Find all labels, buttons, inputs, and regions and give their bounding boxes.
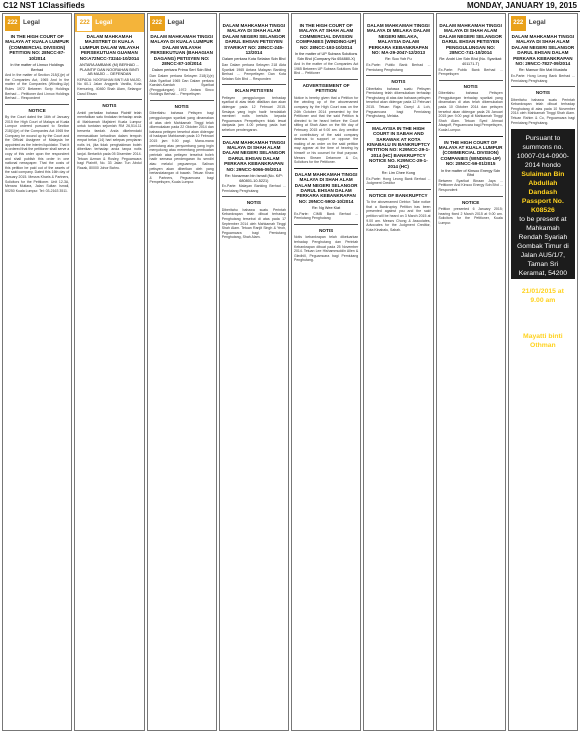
notice-subtitle: Dalam perkara Kota Selatan Sdn Bhd — [222, 57, 286, 62]
rule — [439, 80, 503, 81]
section-band — [148, 14, 216, 32]
notice-heading: IKLAN PETISYEN — [234, 88, 273, 94]
column-2 — [74, 13, 144, 731]
column-8 — [508, 13, 578, 731]
notice-parties: Ex-Parte: Hong Leong Bank Berhad ... Pemiutang Penghutang — [510, 74, 575, 83]
notice-subtitle: Re: Lim Chee Kong — [381, 171, 415, 176]
notice-title: DALAM MAHKAMAH MAJISTRET DI KUALA LUMPUR DALAM WILAYAH PERSEKUTUAN GUAMAN NO:A72NCC-73244-10/2014 — [79, 34, 140, 61]
notice-title: DALAM MAHKAMAH TINGGI MALAYA DI SHAH ALAM DALAM NEGERI SELANGOR DARUL EHSAN DALAM PERKARA KEBANKRAPAN NO: 29NCC-5066-09/2014 — [222, 139, 286, 172]
notice-parties: KEPADA: NOORAHAN BINTI AB MAJID, No 60-1 Jalan Anggerik Vanilla, Kota Kemuning, 40460 Shah Alam, Selangor Darul Ehsan — [77, 77, 142, 96]
summons-notice-box — [511, 129, 575, 404]
notice-body: Diberitahu bahawa Petisyen Penggulungan terhadap syarikat yang dinamakan di atas telah dikemukakan pada 10 Oktober 2014 dan petisyen tersebut akan didengar pada 26 Januari 2015 jam 9.00 pagi di Mahkamah Tinggi Shah Alam. Tetuan Syed Ahmad Alsagoff, Peguamcara bagi Pempetisyen, Kuala Lumpur. — [438, 91, 503, 132]
notice-subtitle: Re: Andri Lim Sdn Bhd (No. Syarikat: 401171-T) — [439, 57, 502, 67]
notice-parties: Ex-Parte: Public Bank Berhad ... Pemiutang Penghutang — [366, 63, 431, 72]
summons-highlight1: Sulaiman Bin Abdullah Dandash Passport No. K08526 — [521, 171, 565, 215]
section-band — [3, 14, 71, 32]
summons-line4: for divorce proceedings filed by your spouse — [517, 306, 569, 332]
notice-heading: NOTICE — [28, 107, 46, 113]
section-label: Legal — [167, 18, 185, 26]
rule — [5, 104, 69, 105]
notice-parties: And In the matter of Section 218(1)(e) of the Companies Act, 1965 And In the matter of the Companies (Winding-Up) Rules 1972 Between Scrip Holdings Berhad ... Petitioner And Linnux Holdings Berhad ... Respondent — [5, 73, 70, 101]
notice-divider — [222, 136, 286, 137]
column-top-spacer — [294, 15, 358, 21]
section-number: 222 — [150, 16, 165, 31]
summons-line3: to be present at Mahkamah Rendah Syariah Gombak Timur di Jalan AU5/1/7, Taman Sri Keramat, 54200 Kuala Lumpur on — [516, 216, 569, 287]
notice-body: Diberitahu bahawa Petisyen bagi penggulungan syarikat yang dinamakan di atas oleh Mahkamah Tinggi telah dikemukakan pada 22 Oktober 2014 dan bahawa petisyen tersebut akan didengar di hadapan Mahkamah pada 10 Februari 2015 jam 9.00 pagi. Mana-mana pemiutang atau penyumbang yang ingin menyokong atau menentang pembuatan perintah atas petisyen tersebut boleh hadir semasa pendengaran itu sendiri atau melalui peguamnya. Salinan petisyen akan diberikan oleh yang bertandatangan di bawah. Tetuan Khaw & Partners, Peguamcara bagi Pempetisyen, Kuala Lumpur. — [149, 111, 214, 185]
section-label: Legal — [23, 18, 40, 26]
section-label: Legal — [528, 18, 546, 26]
summons-line6: Verdict will be sentenced with or without your presence. — [516, 369, 570, 404]
classified-columns — [2, 13, 578, 731]
notice-heading: NOTIS — [102, 103, 117, 109]
notice-title: MALAYSIA IN THE HIGH COURT IN SABAH AND SARAWAK AT KOTA KINABALU IN BANKRUPTCY PETITION NO: K29NCC-29-1-2014 (HC) BANKRUPTCY NOTICE NO. K29NCC-29-1-2014 (HC) — [366, 125, 431, 169]
notice-heading: NOTIS — [391, 79, 406, 85]
rule — [294, 79, 358, 80]
notice-heading: NOTIS — [246, 200, 261, 206]
rule — [511, 86, 575, 87]
column-4 — [219, 13, 289, 731]
header-section-title: C12 NST 1Classifieds — [3, 1, 85, 10]
notice-divider — [366, 122, 430, 123]
notice-title: IN THE HIGH COURT OF MALAYA AT SHAH ALAM COMMERCIAL DIVISION COMPANIES (WINDING-UP) NO: 28NCC-193-10/2014 — [296, 23, 357, 50]
notice-heading: NOTIS — [174, 104, 189, 109]
column-1 — [2, 13, 72, 731]
notice-title: DALAM MAHKAMAH TINGGI MALAYA DI SHAH ALAM DALAM NEGERI SELANGOR DARUL EHSAN DALAM PERKARA KEBANKRAPAN NO: 29NCC-5902-10/2014 — [294, 171, 358, 204]
section-label: Legal — [95, 18, 113, 26]
notice-parties: Ex-Parte: Hong Leong Bank Berhad ... Judgment Creditor — [366, 176, 431, 186]
notice-heading: NOTICE — [461, 199, 480, 205]
summons-line2: 10007-014-0900-2014 hondo — [516, 153, 569, 170]
notice-heading: NOTIS — [463, 83, 478, 89]
section-band — [509, 14, 577, 32]
notice-parties: Ex-Parte: Malayan Banking Berhad ... Pemiutang Penghutang — [221, 184, 286, 193]
notice-parties: Ex-Parte: CIMB Bank Berhad ... Pemiutang Penghutang — [294, 211, 359, 221]
notice-body: Diberitahu bahawa suatu Perintah Kebankrapan telah dibuat terhadap Penghutang tersebut di atas pada 17 September 2014 oleh Mahkamah Tinggi Shah Alam. Tetuan Ranjit Singh & Yeoh, Peguamcara bagi Pemiutang Penghutang, Shah Alam. — [221, 207, 286, 240]
notice-divider — [294, 168, 358, 169]
notice-parties: Between Syarikat Binaan Jaya ... Petitioner And Kinsoo Energy Sdn Bhd ... Respondent — [438, 178, 503, 192]
notice-parties: Dan Dalam perkara Seksyen 218 Akta Syarikat 1965 Antara Malayan Banking Berhad ... Pempetisyen Dan Kota Selatan Sdn Bhd ... Responden — [221, 63, 286, 81]
header-date: MONDAY, JANUARY 19, 2015 — [467, 1, 577, 10]
notice-subtitle: In the matter of Linnux Holdings Berhad — [10, 63, 64, 72]
rule — [77, 99, 141, 100]
rule — [439, 196, 503, 197]
notice-parties: Dan Dalam perkara Seksyen 218(1)(e) Akta Syarikat 1965 Dan Dalam perkara Kaedah-Kaedah Syarikat (Penggulungan) 1972 Antara Sinco Holdings Berhad ... Pempetisyen — [149, 74, 214, 97]
notice-subtitle: ANTARA AMBANK (M) BERHAD ... PLAINTIF DAN NOORAHAN BINTI AB MAJID ... DEFENDAN — [79, 63, 140, 77]
page-header — [0, 0, 580, 12]
notice-body: Notice is hereby given that a Petition for the winding up of the abovenamed company by the High Court was on the 24th October 2014 presented by the Petitioner and that the said Petition is directed to be heard before the Court sitting at Shah Alam on the 9th day of February 2015 at 9.00 am. Any creditor or contributory of the said company desirous to support or oppose the making of an order on the said petition may appear at the time of hearing by himself or his counsel for that purpose. Messrs Shearn Delamore & Co, Solicitors for the Petitioner. — [294, 95, 359, 165]
notice-heading: NOTICE OF BANKRUPTCY — [369, 192, 428, 198]
notice-subtitle: Re: Ng Wee Kiat — [312, 206, 341, 211]
section-number: 222 — [511, 16, 526, 31]
notice-parties: Ex-Parte: Public Bank Berhad ... Pempetisyen — [438, 67, 503, 77]
notice-body: Notis kebankrapan telah dikeluarkan terhadap Penghutang dan Perintah Kebankrapan dibuat pada 25 November 2014. Tetuan Lee Hishammuddin Allen & Gledhill, Peguamcara bagi Pemiutang Penghutang. — [294, 235, 359, 263]
column-3 — [147, 13, 217, 731]
notice-body: Diberitahu bahawa suatu Perintah Kebankrapan telah dibuat terhadap Penghutang di atas pada 10 November 2014 oleh Mahkamah Tinggi Shah Alam. Tetuan Rahim & Co, Peguamcara bagi Pemiutang Penghutang. — [510, 97, 575, 125]
notice-heading: ADVERTISEMENT OF PETITION — [302, 83, 350, 94]
summons-line1: Pursuant to summons no. — [522, 135, 564, 152]
column-top-spacer — [439, 15, 503, 21]
rule — [222, 84, 286, 85]
notice-title: DALAM MAHKAMAH TINGGI MALAYA DI SHAH ALAM DALAM NEGERI SELANGOR DARUL EHSAN PETISYEN SYARIKAT NO: 28NCC-245-12/2014 — [222, 23, 286, 56]
summons-highlight2: 21/01/2015 at 9.00 am — [521, 288, 564, 305]
notice-title: DALAM MAHKAMAH TINGGI MALAYA DI MELAKA DALAM NEGERI MELAKA, MALAYSIA DALAM PERKARA KEBANKRAPAN NO: MA-29-2047-12/2013 — [366, 23, 430, 56]
notice-subtitle: Re: Mansor Bin Mat Mustafa — [518, 68, 567, 73]
rule — [294, 224, 358, 225]
section-band — [75, 14, 143, 32]
rule — [366, 189, 430, 190]
rule — [222, 196, 286, 197]
column-top-spacer — [222, 15, 286, 21]
summons-line5: (NRIC: 891109-05-5310). — [519, 351, 567, 368]
section-number: 222 — [77, 16, 92, 31]
notice-body: To the abovenamed Debtor: Take notice that a Bankruptcy Petition has been presented against you and the said petition will be heard on 3 March 2015 at 9.00 am. Messrs Chong & Associates, Advocates for the Judgment Creditor, Kota Kinabalu, Sabah. — [366, 200, 431, 232]
section-number: 222 — [5, 16, 20, 31]
notice-subtitle: In the matter of UP Subsea Solutions Sdn Bhd (Company No 654880-X) — [294, 52, 358, 61]
notice-title: IN THE HIGH COURT OF MALAYA AT KUALA LUMPUR (COMMERCIAL DIVISION) PETITION NO: 28NCC-87-10/2014 — [5, 34, 69, 61]
column-6 — [363, 13, 433, 731]
summons-highlight3: Mayatti binti Othman — [523, 333, 563, 350]
notice-subtitle: Re: Soo Yoh Fu — [385, 57, 412, 62]
column-7 — [436, 13, 506, 731]
notice-heading: NOTIS — [319, 227, 334, 233]
notice-subtitle: Re: Norazman bin Ismail (No. K/P: 680801-10-5221) — [224, 174, 283, 183]
column-top-spacer — [366, 15, 430, 21]
rule — [150, 100, 214, 101]
notice-title: DALAM MAHKAMAH TINGGI MALAYA DI KUALA LUMPUR DALAM WILAYAH PERSEKUTUAN (BAHAGIAN DAGANG) PETISYEN NO: 28NCC-87-10/2014 — [150, 34, 213, 67]
rule — [366, 75, 430, 76]
column-5 — [291, 13, 361, 731]
notice-title: DALAM MAHKAMAH TINGGI MALAYA DI SHAH ALAM DALAM NEGERI SELANGOR DARUL EHSAN DALAM PERKARA KEBANKRAPAN NO: 29NCC-7827-09/2014 — [511, 34, 575, 67]
notice-title: DALAM MAHKAMAH TINGGI MALAYA DI SHAH ALAM DALAM NEGERI SELANGOR DARUL EHSAN PETISYEN PENGGULUNGAN NO: 28NCC-741-10/2014 — [439, 23, 503, 56]
notice-subtitle: In the matter of Kinsoo Energy Sdn Bhd — [441, 168, 501, 178]
notice-subtitle: Dalam perkara Prima Seri Sdn Bhd — [151, 68, 212, 73]
notice-parties: And In the matter of the Companies Act 1965 Between UP Subsea Solutions Sdn Bhd ... Petitioner — [294, 62, 359, 76]
notice-body: Petition presented 6 January 2015; hearing fixed 2 March 2015 at 9.00 am. Solicitors for the Petitioner, Kuala Lumpur. — [438, 206, 503, 225]
notice-body: Ambil perhatian bahawa Plaintif telah memfailkan satu tindakan terhadap anda di Mahkamah Majistret Kuala Lumpur untuk tuntutan sejumlah RM 26,514.11 berserta faedah. Anda dikehendaki memasukkan kehadiran dalam tempoh empat belas (14) hari selepas penyiaran notis ini, jika tidak penghakiman boleh diberikan terhadap anda tanpa notis lanjut. Bertarikh pada 05 Disember 2014. Tetuan Azman & Rosley, Peguamcara bagi Plaintif, No. 33 Jalan Tun Abdul Razak, 80000 Johor Bahru. — [77, 110, 142, 170]
notice-body: Petisyen penggulungan terhadap syarikat di atas telah difailkan dan akan didengar pada 12 Februari 2015. Sesiapa yang ingin hadir hendaklah memberi notis bertulis kepada Peguamcara Pempetisyen tidak lewat daripada jam 4.00 petang pada hari sebelum pendengaran. — [221, 95, 286, 132]
notice-heading: NOTIS — [535, 90, 550, 96]
notice-body: By the Court dated the 16th of January 2015 the High Court of Malaya at Kuala Lumpur ordered pursuant to Section 218(1)(e) of the Companies Act 1965 the Company be wound up by the Court and the Official Assignee of Malaysia be appointed as the interim liquidator. That it is ordered that the petitioner shall serve a copy of this order upon the respondent and shall publish this order in one national newspaper. That the costs of this petition be paid out of the assets of the said company. Dated this 16th day of January 2015. Messrs Kharis & Partners, Solicitors for the Petitioner. Unit 12-3A, Menara Mutiara, Jalan Sultan Ismail, 50250 Kuala Lumpur. Tel: 03-2163 3511. — [5, 115, 70, 193]
notice-body: Diberitahu bahawa suatu Petisyen Pemiutang telah dikemukakan terhadap Penghutang di atas dan bahawa petisyen tersebut akan didengar pada 12 Februari 2015. Tetuan Raja Darryl & Loh, Peguamcara bagi Pemiutang Penghutang, Melaka. — [366, 86, 431, 119]
notice-title: IN THE HIGH COURT OF MALAYA AT KUALA LUMPUR (COMMERCIAL DIVISION) COMPANIES (WINDING-UP) NO: 28NCC-59-01/2015 — [438, 139, 503, 167]
notice-divider — [439, 136, 503, 137]
